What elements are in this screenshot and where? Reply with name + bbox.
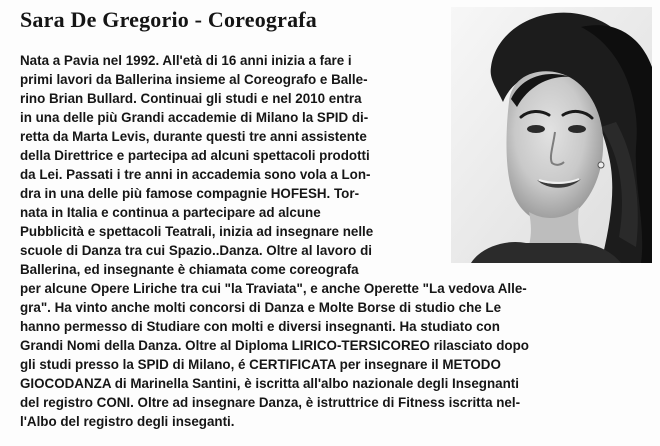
body-text-line: del registro CONI. Oltre ad insegnare Danza, è istruttrice di Fitness iscritta nel- (20, 395, 521, 410)
body-text-line: gli studi presso la SPID di Milano, é CERTIFICATA per insegnare il METODO (20, 357, 501, 372)
body-text-line: dra in una delle più famose compagnie HOFESH. Tor- (20, 186, 360, 201)
body-text-line: Grandi Nomi della Danza. Oltre al Diploma LIRICO-TERSICOREO rilasciato dopo (20, 338, 529, 353)
portrait-photo (451, 7, 652, 263)
body-text-line: gra". Ha vinto anche molti concorsi di Danza e Molte Borse di studio che Le (20, 300, 502, 315)
body-text-line: retta da Marta Levis, durante questi tre anni assistente (20, 129, 367, 144)
body-text-line: hanno permesso di Studiare con molti e diversi insegnanti. Ha studiato con (20, 319, 500, 334)
document-title: Sara De Gregorio - Coreografa (20, 7, 318, 32)
body-text-line: Nata a Pavia nel 1992. All'età di 16 anni inizia a fare i (20, 53, 352, 68)
body-text-line: per alcune Opere Liriche tra cui "la Traviata", e anche Operette "La vedova Alle- (20, 281, 527, 296)
portrait-illustration (451, 7, 652, 263)
body-text-line: rino Brian Bullard. Continuai gli studi e nel 2010 entra (20, 91, 362, 106)
body-text-line: scuole di Danza tra cui Spazio..Danza. Oltre al lavoro di (20, 243, 372, 258)
body-text-line: GIOCODANZA di Marinella Santini, è iscritta all'albo nazionale degli Insegnanti (20, 376, 519, 391)
body-text-line: Pubblicità e spettacoli Teatrali, inizia ad insegnare nelle (20, 224, 374, 239)
body-text-line: della Direttrice e partecipa ad alcuni spettacoli prodotti (20, 148, 370, 163)
body-text-line: in una delle più Grandi accademie di Milano la SPID di- (20, 110, 369, 125)
body-text-line: primi lavori da Ballerina insieme al Coreografo e Balle- (20, 72, 368, 87)
body-text-line: Ballerina, ed insegnante è chiamata come coreografa (20, 262, 359, 277)
body-text-line: da Lei. Passati i tre anni in accademia sono vola a Lon- (20, 167, 371, 182)
body-text-line: nata in Italia e continua a partecipare ad alcune (20, 205, 321, 220)
body-text-line: l'Albo del registro degli inseganti. (20, 414, 235, 429)
